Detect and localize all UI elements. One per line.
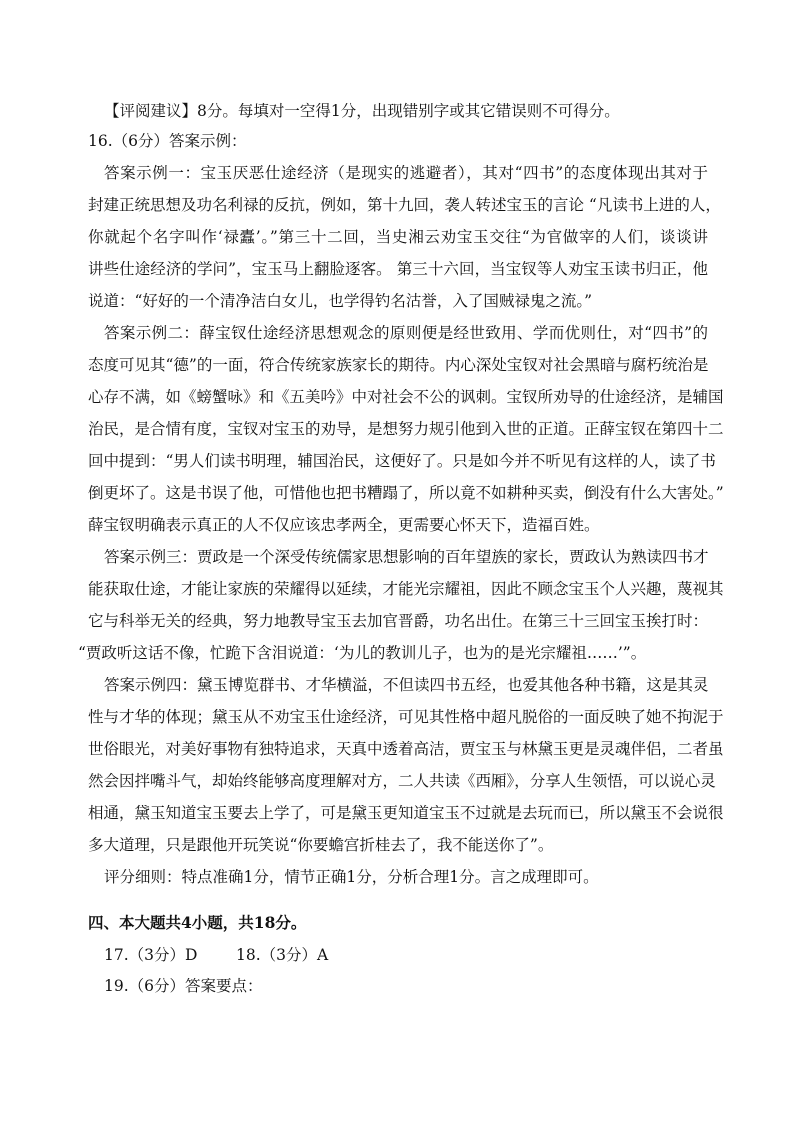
example4-line-1: 答案示例四：黛玉博览群书、才华横溢，不但读四书五经，也爱其他各种书籍，这是其灵 <box>104 676 709 694</box>
example3-line-4: “贾政听这话不像，忙跪下含泪说道：‘为儿的教训儿子，也为的是光宗耀祖……’”。 <box>78 644 647 662</box>
example2-line-7: 薛宝钗明确表示真正的人不仅应该忠孝两全，更需要心怀天下，造福百姓。 <box>88 516 600 534</box>
review-note: 【评阅建议】8分。每填对一空得1分，出现错别字或其它错误则不可得分。 <box>104 102 620 120</box>
example1-line-2: 封建正统思想及功名利禄的反抗，例如，第十九回，袭人转述宝玉的言论 “凡读书上进的人， <box>88 196 721 214</box>
question-16-header: 16.（6分）答案示例： <box>88 132 247 150</box>
example2-line-5: 回中提到：“男人们读书明理，辅国治民，这便好了。只是如今并不听见有这样的人，读了书 <box>88 452 716 470</box>
question-19-header: 19.（6分）答案要点： <box>104 977 263 995</box>
example4-line-2: 性与才华的体现；黛玉从不劝宝玉仕途经济，可见其性格中超凡脱俗的一面反映了她不拘泥于 <box>88 708 724 726</box>
example2-line-1: 答案示例二：薛宝钗仕途经济思想观念的原则便是经世致用、学而优则仕，对“四书”的 <box>104 324 708 342</box>
example3-line-1: 答案示例三：贾政是一个深受传统儒家思想影响的百年望族的家长，贾政认为熟读四书才 <box>104 548 709 566</box>
example4-line-5: 相通，黛玉知道宝玉要去上学了，可是黛玉更知道宝玉不过就是去玩而已，所以黛玉不会说很 <box>88 804 724 822</box>
example2-line-3: 心存不满，如《螃蟹咏》和《五美吟》中对社会不公的讽刺。宝钗所劝导的仕途经济，是辅国 <box>88 388 724 406</box>
example4-line-3: 世俗眼光，对美好事物有独特追求，天真中透着高洁，贾宝玉与林黛玉更是灵魂伴侣，二者虽 <box>88 740 724 758</box>
example3-line-2: 能获取仕途，才能让家族的荣耀得以延续，才能光宗耀祖，因此不顾念宝玉个人兴趣，蔑视其 <box>88 580 724 598</box>
question-17-answer: 17.（3分）D <box>104 946 198 964</box>
example3-line-3: 它与科举无关的经典，努力地教导宝玉去加官晋爵，功名出仕。在第三十三回宝玉挨打时： <box>88 612 709 630</box>
example1-line-4: 讲些仕途经济的学问”，宝玉马上翻脸逐客。 第三十六回，当宝钗等人劝宝玉读书归正，他 <box>88 260 708 278</box>
example2-line-2: 态度可见其“德”的一面，符合传统家族家长的期待。内心深处宝钗对社会黑暗与腐朽统治是 <box>88 356 709 374</box>
example1-line-5: 说道：“好好的一个清净洁白女儿，也学得钓名沽誉，入了国贼禄鬼之流。” <box>88 292 593 310</box>
example4-line-6: 多大道理，只是跟他开玩笑说“你要蟾宫折桂去了，我不能送你了”。 <box>88 836 554 854</box>
example4-line-4: 然会因拌嘴斗气，却始终能够高度理解对方，二人共读《西厢》，分享人生领悟，可以说心灵 <box>88 772 716 790</box>
scoring-rule: 评分细则：特点准确1分，情节正确1分，分析合理1分。言之成理即可。 <box>104 868 599 886</box>
example2-line-4: 治民，是合情有度，宝钗对宝玉的劝导，是想努力规引他到入世的正道。正薛宝钗在第四十二 <box>88 420 724 438</box>
example1-line-3: 你就起个名字叫作‘禄蠹’。”第三十二回，当史湘云劝宝玉交往“为官做宰的人们，谈谈讲 <box>88 228 708 246</box>
example2-line-6: 倒更坏了。这是书误了他，可惜他也把书糟蹋了，所以竟不如耕种买卖，倒没有什么大害处。” <box>88 484 724 502</box>
section-4-heading: 四、本大题共4小题，共18分。 <box>88 913 307 932</box>
example1-line-1: 答案示例一：宝玉厌恶仕途经济（是现实的逃避者），其对“四书”的态度体现出其对于 <box>104 164 708 182</box>
question-18-answer: 18.（3分）A <box>236 946 329 964</box>
